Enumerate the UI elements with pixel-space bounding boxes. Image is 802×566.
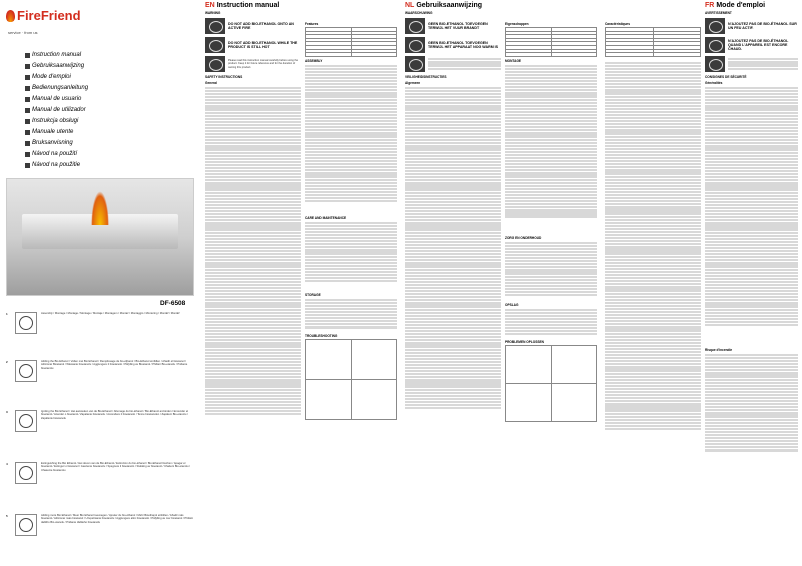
- warning-block: GEEN BIO-ETHANOL TOEVOEGEN TERWIJL HET APPARAAT NOG WARM IS: [405, 37, 501, 53]
- step-row: [6, 312, 194, 334]
- read-manual-block: [705, 56, 798, 72]
- warning-block: DO NOT ADD BIO-ETHANOL WHILE THE PRODUCT IS STILL HOT: [205, 37, 301, 53]
- step-number: 1: [6, 312, 8, 316]
- features-heading: Features: [305, 22, 319, 26]
- step-number: 5: [6, 514, 8, 518]
- section-heading: VEILIGHEIDSINSTRUCTIES: [405, 75, 447, 79]
- section-heading: ZORG EN ONDERHOUD: [505, 235, 542, 240]
- section-heading: OPSLAG: [505, 302, 519, 307]
- page-title: NL Gebruiksaanwijzing: [405, 2, 483, 9]
- body-text: [305, 64, 397, 214]
- step-number: 2: [6, 360, 8, 364]
- body-text: [505, 64, 597, 234]
- step-text: Assembly / Montage / Montage / Montage / Montaje / Montagem / Montaż / Montaggio / Montering / Montáž / Montáž: [41, 312, 180, 315]
- step-illustration: [15, 360, 37, 382]
- manual-icon: [205, 56, 225, 72]
- brand-name: FireFriend: [17, 8, 81, 23]
- body-text: [605, 61, 701, 481]
- toc-item: Bruksanvisning: [32, 140, 73, 146]
- warning-block: DO NOT ADD BIO-ETHANOL ONTO AN ACTIVE FIRE: [205, 18, 301, 34]
- body-text: [205, 86, 301, 466]
- step-illustration: [15, 312, 37, 334]
- section-heading: CARE AND MAINTENANCE: [305, 215, 347, 220]
- warning-heading: WAARSCHUWING: [405, 11, 433, 15]
- manual-icon: [705, 56, 725, 72]
- section-heading: Risque d'incendie: [705, 348, 733, 352]
- troubleshooting-table: [305, 339, 397, 420]
- product-photo: [6, 178, 194, 296]
- section-heading: General: [205, 81, 217, 85]
- features-heading: Caractéristiques: [605, 22, 630, 26]
- section-heading: PROBLEMEN OPLOSSEN: [505, 339, 544, 344]
- section-heading: ASSEMBLY: [305, 58, 323, 63]
- step-illustration: [15, 410, 37, 432]
- cover-page: [0, 0, 200, 566]
- body-text: [405, 86, 501, 466]
- warning-heading: AVERTISSEMENT: [705, 11, 732, 15]
- step-row: [6, 462, 194, 484]
- body-text: [305, 298, 397, 332]
- brand-tagline: service · from us: [8, 30, 38, 35]
- spec-table: [505, 27, 597, 57]
- warning-block: N'AJOUTEZ PAS DE BIO-ÉTHANOL QUAND L'APPAREIL EST ENCORE CHAUD.: [705, 37, 798, 53]
- warning-block: N'AJOUTEZ PAS DE BIO-ÉTHANOL SUR UN FEU ACTIF.: [705, 18, 798, 34]
- features-heading: Eigenschappen: [505, 22, 529, 26]
- manual-icon: [405, 56, 425, 72]
- section-heading: MONTAGE: [505, 58, 522, 63]
- step-illustration: [15, 462, 37, 484]
- toc-item: Instrukcja obsługi: [32, 118, 79, 124]
- toc-item: Bedienungsanleitung: [32, 85, 89, 91]
- section-heading: STORAGE: [305, 292, 321, 297]
- body-text: [705, 353, 798, 463]
- section-heading: SAFETY INSTRUCTIONS: [205, 75, 243, 79]
- step-illustration: [15, 514, 37, 536]
- body-text: [505, 308, 597, 338]
- toc-item: Instruction manual: [32, 52, 82, 58]
- spec-table: [605, 27, 701, 57]
- english-page: [201, 0, 401, 566]
- toc-item: Návod na použití: [32, 151, 78, 157]
- warning-block: GEEN BIO-ETHANOL TOEVOEGEN TERWIJL HET VUUR BRANDT: [405, 18, 501, 34]
- fire-warning-icon: [705, 18, 725, 34]
- toc-item: Manual de usuario: [32, 96, 82, 102]
- section-heading: CONSIGNES DE SÉCURITÉ: [705, 75, 747, 79]
- step-row: [6, 514, 194, 536]
- troubleshooting-table: [505, 345, 597, 422]
- step-number: 3: [6, 410, 8, 414]
- step-row: [6, 360, 194, 382]
- toc-item: Návod na použitie: [32, 162, 81, 168]
- toc-item: Manuale utente: [32, 129, 74, 135]
- french-page: [601, 0, 802, 566]
- brand-logo: [6, 8, 81, 23]
- step-text: Adding more Bio Ethanol / Meer Bio Ethanol toevoegen / Ajouter du bio-éthanol / Mehr Bioethanol einfüllen / Añadir más bioetanol / Adicionar mais bioetanol / Uzupełnianie bioetanolu / Aggiungere altro bioetanolo / Påfylling av mer bioetanol / Přidání dalšího Bio-etanolu / Pridanie ďalšieho bioetanolu: [41, 514, 193, 524]
- hot-warning-icon: [205, 37, 225, 53]
- hot-warning-icon: [405, 37, 425, 53]
- section-heading: Généralités: [705, 81, 723, 85]
- body-text: [705, 86, 798, 346]
- fire-warning-icon: [205, 18, 225, 34]
- toc-item: Mode d'emploi: [32, 74, 71, 80]
- model-number: DF-6508: [160, 300, 186, 307]
- step-text: Extinguishing the Bio Ethanol / Het doven van de Bio-Ethanol / Extinction du bio-éthanol / Bio-Ethanol löschen / Apagar el bioetanol / Extinguir o bioetanol / Gaszenie bioetanolu / Spegnere il bioetanolo / Slukking av bioetanol / Uhašení Bio-etanolu / Uhasenie bioetanolu: [41, 462, 190, 472]
- read-manual-block: Please read this instruction manual carefully before using the product. Keep it for future reference and for the duration of owning this product.: [205, 56, 301, 72]
- dutch-page: [401, 0, 601, 566]
- section-heading: Algemeen: [405, 81, 421, 85]
- body-text: [305, 221, 397, 291]
- step-row: [6, 410, 194, 432]
- spec-table: [305, 27, 397, 57]
- toc-item: Manual de utilizador: [32, 107, 86, 113]
- body-text: [505, 241, 597, 301]
- hot-warning-icon: [705, 37, 725, 53]
- read-manual-block: [405, 56, 501, 72]
- page-title: EN Instruction manual: [205, 2, 280, 9]
- section-heading: TROUBLESHOOTING: [305, 333, 338, 338]
- step-number: 4: [6, 462, 8, 466]
- step-text: Igniting the Bio Ethanol / Het aansteken van de Bio-Ethanol / Allumage du bio-éthanol / Bio-Ethanol anzünden / Encender el bioetanol / Acender o bioetanol / Zapalanie bioetanolu / Accendere il bioetanolo / Tenne bioetanolen / Zapálení Bio-etanolu / Zapálenie bioetanolu: [41, 410, 189, 420]
- warning-heading: WARNING: [205, 11, 221, 15]
- page-title: FR Mode d'emploi: [705, 2, 766, 9]
- toc-item: Gebruiksaanwijzing: [32, 63, 85, 69]
- fire-warning-icon: [405, 18, 425, 34]
- flame-icon: [6, 10, 15, 22]
- step-text: Adding the Bio Ethanol / Vullen met Bio Ethanol / Remplissage de bio-éthanol / Bio-Ethanol einfüllen / Añadir el bioetanol / Adicionar Bioetanol / Wlewanie bioetanolu / Aggiungere il bioetanolo / Påfylling av Bioetanol / Přidání Bio-etanolu / Pridanie bioetanolu: [41, 360, 188, 370]
